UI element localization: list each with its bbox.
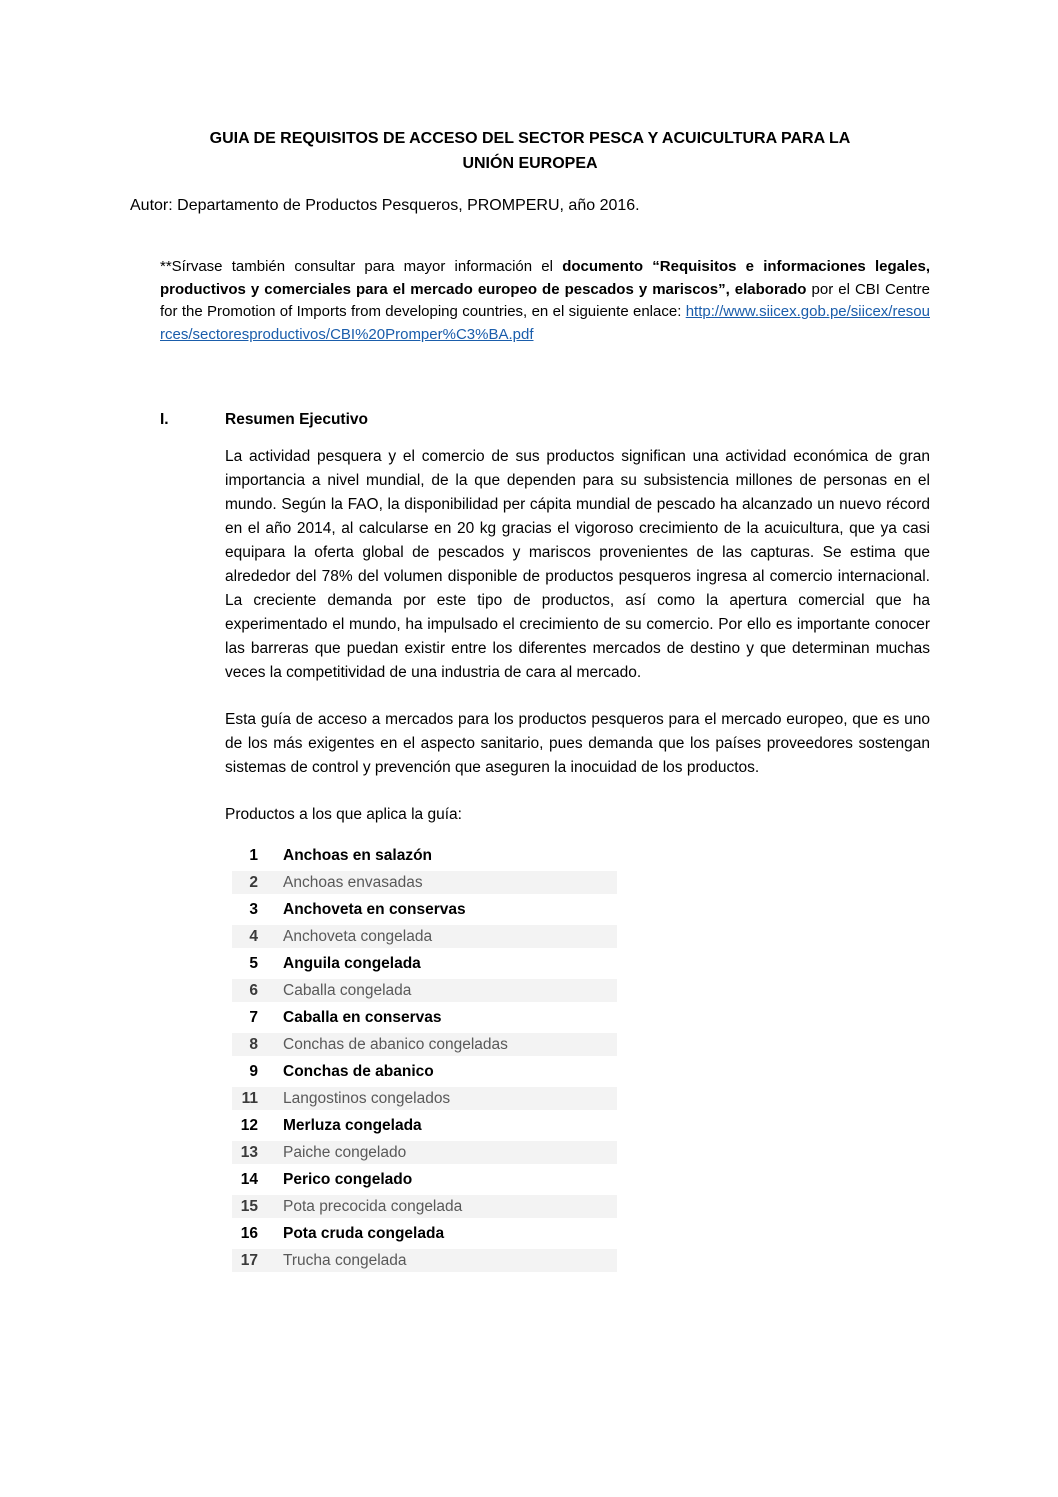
document-content [130, 126, 930, 1274]
product-row [232, 1031, 617, 1058]
product-row [232, 1004, 617, 1031]
product-number: 3 [249, 900, 258, 918]
note-prefix: **Sírvase también consultar para mayor información el [160, 258, 553, 275]
note-paragraph [160, 256, 930, 346]
product-row [232, 1058, 617, 1085]
product-row [232, 1247, 617, 1274]
paragraph-executive-summary-1: La actividad pesquera y el comercio de sus productos significan una actividad económica de gran importancia a nivel mundial, de la que dependen para su subsistencia millones de personas en el mundo. Según la FAO, la disponibilidad per cápita mundial de pescado ha alcanzado un nuevo récord en el año 2014, al calcularse en 20 kg gracias el vigoroso crecimiento de la acuicultura, que ya casi equipara la oferta global de pescados y mariscos provenientes de las capturas. Se estima que alrededor del 78% del volumen disponible de productos pesqueros ingresa al comercio internacional. La creciente demanda por este tipo de productos, así como la apertura comercial que ha experimentado el mundo, ha impulsado el crecimiento de su comercio. Por ello es importante conocer las barreras que puedan existir entre los diferentes mercados de destino y que determinan muchas veces la competitividad de una industria de cara al mercado. [225, 448, 930, 681]
product-row [232, 896, 617, 923]
product-number: 8 [249, 1035, 258, 1053]
product-row [232, 950, 617, 977]
product-number: 15 [240, 1197, 258, 1215]
product-row [232, 923, 617, 950]
document-title-line2: UNIÓN EUROPEA [462, 155, 598, 172]
product-list-intro: Productos a los que aplica la guía: [225, 806, 462, 823]
product-name: Trucha congelada [283, 1251, 407, 1269]
product-name: Pota cruda congelada [283, 1224, 445, 1242]
author-line: Autor: Departamento de Productos Pesqueros, PROMPERU, año 2016. [130, 197, 640, 214]
product-name: Anchoas envasadas [283, 873, 423, 891]
product-row [232, 1193, 617, 1220]
product-name: Conchas de abanico [283, 1062, 434, 1080]
product-name: Caballa en conservas [283, 1008, 442, 1026]
product-name: Pota precocida congelada [283, 1197, 463, 1215]
product-name: Perico congelado [283, 1170, 413, 1188]
product-row [232, 1139, 617, 1166]
product-name: Langostinos congelados [283, 1089, 451, 1107]
product-row [232, 1085, 617, 1112]
product-name: Merluza congelada [283, 1116, 422, 1134]
product-name: Anchoveta congelada [283, 927, 433, 945]
product-row [232, 1112, 617, 1139]
product-number: 7 [249, 1008, 258, 1026]
product-name: Conchas de abanico congeladas [283, 1035, 508, 1053]
product-name: Anchoas en salazón [283, 846, 433, 864]
product-row [232, 842, 617, 869]
product-number: 11 [241, 1089, 258, 1107]
product-row [232, 1166, 617, 1193]
section-heading-row [160, 408, 930, 432]
product-number: 5 [249, 954, 258, 972]
document-title [130, 126, 930, 176]
product-row [232, 1220, 617, 1247]
product-number: 17 [240, 1251, 258, 1269]
product-number: 9 [249, 1062, 258, 1080]
note-document-title: documento “Requisitos e informaciones legales, productivos y comerciales para el mercado europeo de pescados y mariscos”, elaborado [160, 258, 931, 298]
product-number: 16 [240, 1224, 258, 1242]
product-number: 6 [249, 981, 258, 999]
siicex-link[interactable]: http://www.siicex.gob.pe/siicex/resources/sectoresproductivos/CBI%20Promper%C3%BA.pdf [160, 303, 930, 343]
product-name: Anguila congelada [283, 954, 421, 972]
product-number: 14 [240, 1170, 258, 1188]
product-number: 4 [249, 927, 258, 945]
section-heading: Resumen Ejecutivo [225, 411, 368, 428]
product-number: 1 [249, 846, 258, 864]
product-name: Caballa congelada [283, 981, 412, 999]
product-number: 2 [249, 873, 258, 891]
product-row [232, 977, 617, 1004]
paragraph-executive-summary-2: Esta guía de acceso a mercados para los productos pesqueros para el mercado europeo, que es uno de los más exigentes en el aspecto sanitario, pues demanda que los países proveedores sostengan sistemas de control y prevención que aseguren la inocuidad de los productos. [225, 711, 930, 776]
product-number: 13 [240, 1143, 258, 1161]
note-suffix: por el CBI Centre for the Promotion of Imports from developing countries, en el siguiente enlace: [160, 280, 931, 320]
product-list [232, 842, 617, 1274]
document-title-line1: GUIA DE REQUISITOS DE ACCESO DEL SECTOR PESCA Y ACUICULTURA PARA LA [209, 130, 851, 147]
product-number: 12 [240, 1116, 258, 1134]
product-row [232, 869, 617, 896]
product-name: Paiche congelado [283, 1143, 407, 1161]
section-numeral: I. [160, 411, 169, 428]
product-name: Anchoveta en conservas [283, 900, 466, 918]
